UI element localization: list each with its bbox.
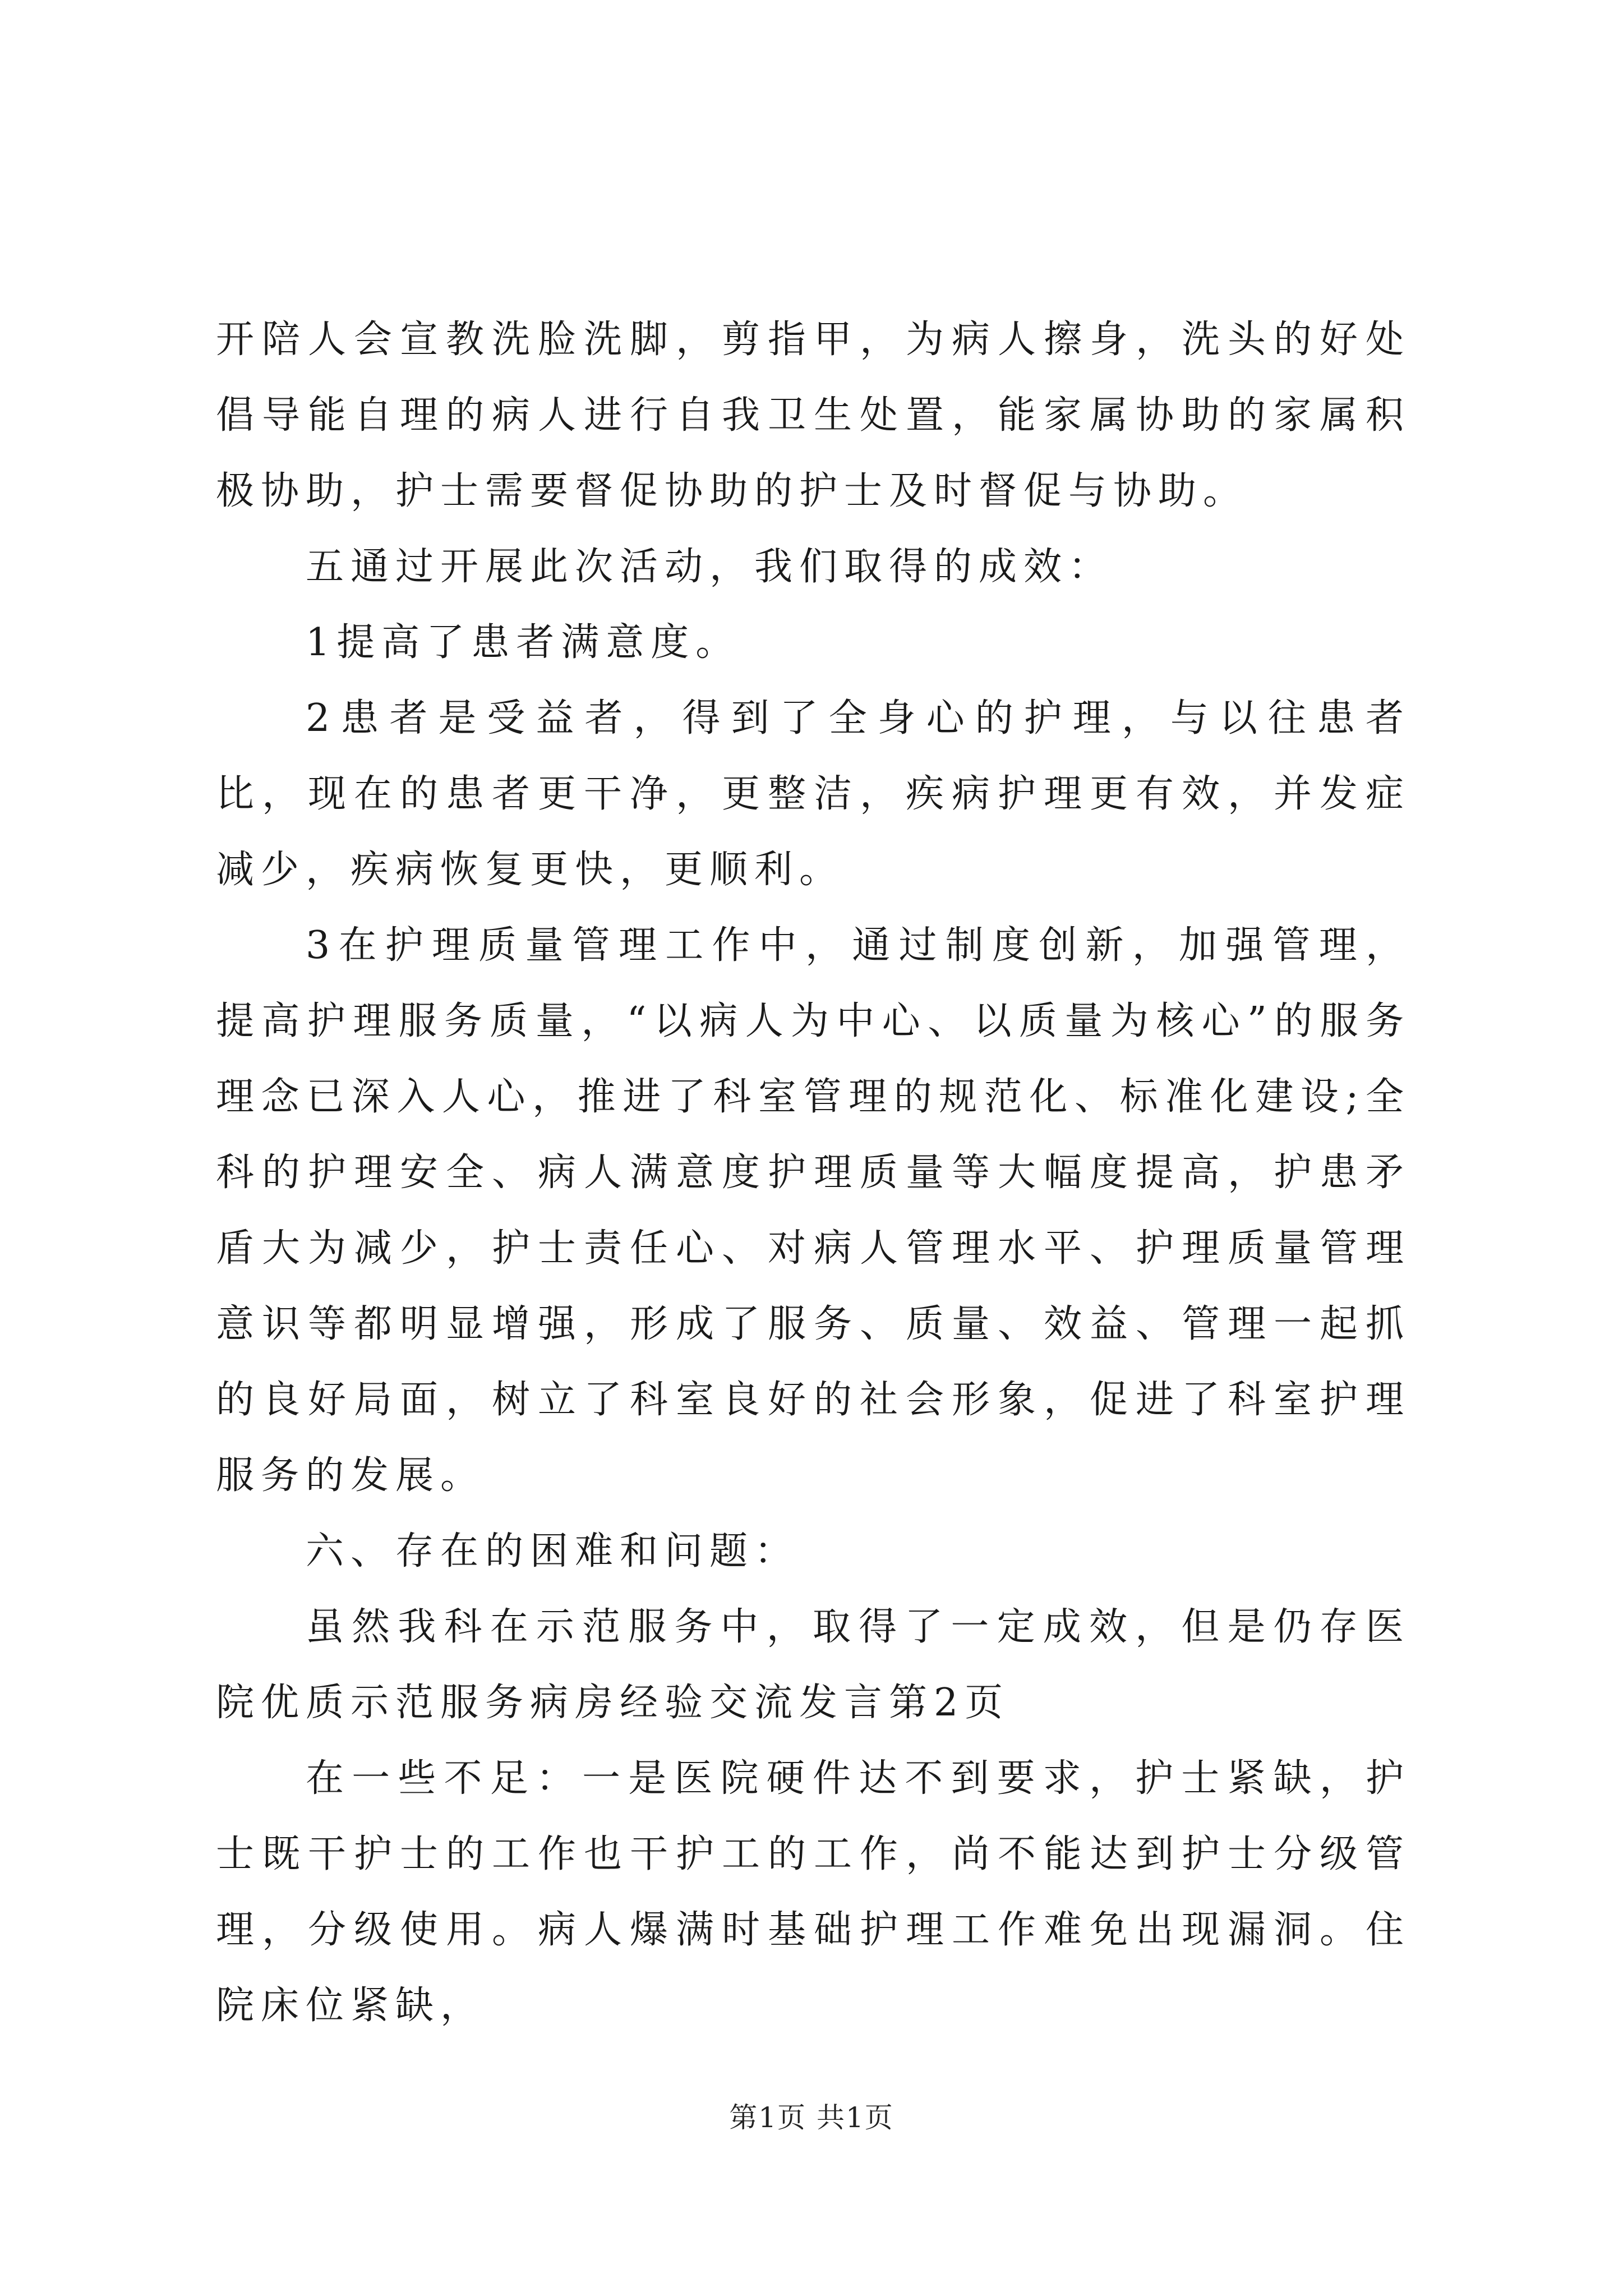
- paragraph-8: 在一些不足：一是医院硬件达不到要求，护士紧缺，护士既干护士的工作也干护工的工作，尚不能达到护士分级管理，分级使用。病人爆满时基础护理工作难免出现漏洞。住院床位紧缺，: [216, 1756, 1410, 2028]
- paragraph-7: 虽然我科在示范服务中，取得了一定成效，但是仍存医院优质示范服务病房经验交流发言第2页: [216, 1605, 1410, 1725]
- paragraph-4: 2患者是受益者，得到了全身心的护理，与以往患者比，现在的患者更干净，更整洁，疾病护理更有效，并发症减少，疾病恢复更快，更顺利。: [216, 696, 1410, 892]
- paragraph-6: 六、存在的困难和问题：: [306, 1529, 800, 1573]
- paragraph-1: 开陪人会宣教洗脸洗脚，剪指甲，为病人擦身，洗头的好处倡导能自理的病人进行自我卫生处置，能家属协助的家属积极协助，护士需要督促协助的护士及时督促与协助。: [216, 318, 1410, 513]
- paragraph-5: 3在护理质量管理工作中，通过制度创新，加强管理，提高护理服务质量，“以病人为中心、以质量为核心”的服务理念已深入人心，推进了科室管理的规范化、标准化建设;全科的护理安全、病人满意度护理质量等大幅度提高，护患矛盾大为减少，护士责任心、对病人管理水平、护理质量管理意识等都明显增强，形成了服务、质量、效益、管理一起抓的良好局面，树立了科室良好的社会形象，促进了科室护理服务的发展。: [216, 923, 1410, 1498]
- paragraph-2: 五通过开展此次活动，我们取得的成效：: [306, 545, 1114, 589]
- page-number-footer: 第1页 共1页: [729, 2101, 894, 2134]
- paragraph-3: 1提高了患者满意度。: [306, 620, 741, 665]
- document-body: [216, 302, 1410, 2044]
